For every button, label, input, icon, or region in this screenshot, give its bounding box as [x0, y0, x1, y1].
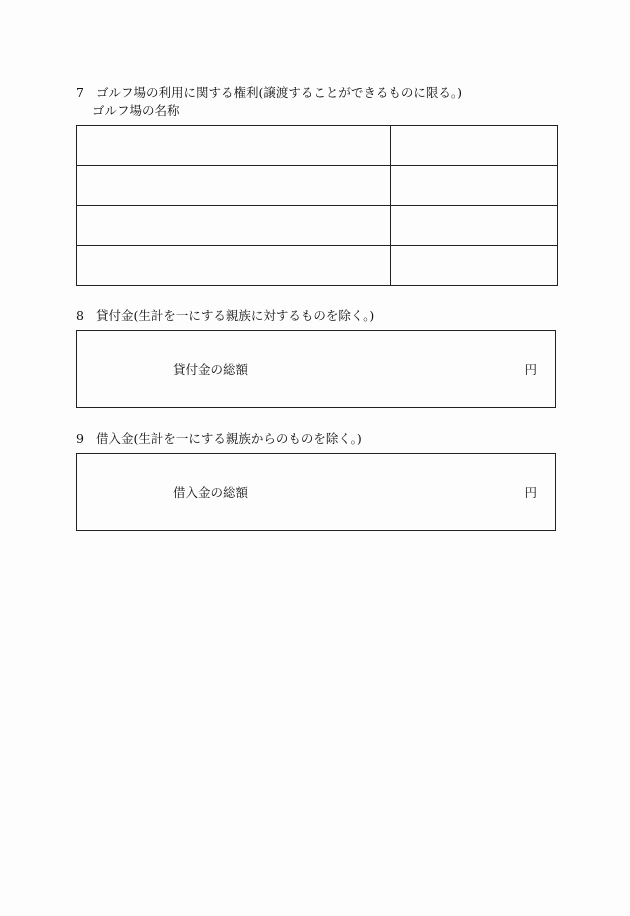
golf-course-name-cell[interactable] — [77, 166, 391, 206]
golf-rights-table — [76, 125, 558, 286]
golf-course-name-cell[interactable] — [77, 126, 391, 166]
table-row — [77, 206, 558, 246]
loans-receivable-box — [76, 330, 556, 408]
section9-number: 9 — [76, 431, 84, 446]
yen-unit: 円 — [524, 362, 537, 377]
golf-course-name-label: ゴルフ場の名称 — [92, 103, 180, 118]
golf-value-cell[interactable] — [391, 206, 558, 246]
section7-title: ゴルフ場の利用に関する権利(譲渡することができるものに限る。) — [96, 85, 463, 100]
section7-number: 7 — [76, 85, 84, 100]
golf-course-name-cell[interactable] — [77, 206, 391, 246]
table-row — [77, 166, 558, 206]
section9-heading — [76, 431, 362, 447]
borrowings-box — [76, 453, 556, 531]
table-row — [77, 246, 558, 286]
golf-value-cell[interactable] — [391, 166, 558, 206]
golf-value-cell[interactable] — [391, 126, 558, 166]
golf-value-cell[interactable] — [391, 246, 558, 286]
table-row — [77, 126, 558, 166]
section8-number: 8 — [76, 308, 84, 323]
loans-receivable-total-label: 貸付金の総額 — [173, 362, 249, 377]
golf-course-name-cell[interactable] — [77, 246, 391, 286]
section8-title: 貸付金(生計を一にする親族に対するものを除く。) — [96, 308, 375, 323]
borrowings-total-label: 借入金の総額 — [173, 485, 249, 500]
yen-unit: 円 — [524, 485, 537, 500]
section8-heading — [76, 308, 374, 324]
section9-title: 借入金(生計を一にする親族からのものを除く。) — [96, 431, 362, 446]
section7-heading — [76, 85, 462, 101]
